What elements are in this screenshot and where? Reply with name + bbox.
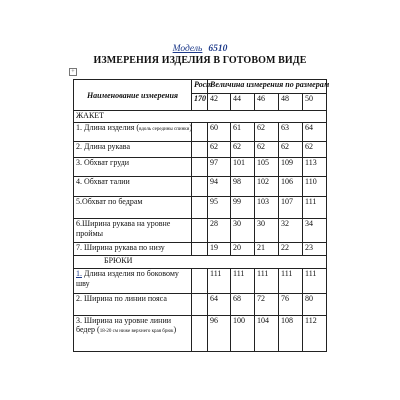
rost-value-cell bbox=[192, 94, 208, 111]
value-cell: 80 bbox=[303, 294, 327, 316]
table-row bbox=[74, 142, 327, 158]
value-cell: 34 bbox=[303, 219, 327, 243]
section-title: БРЮКИ bbox=[74, 256, 327, 269]
row-name bbox=[74, 123, 192, 142]
value-cell: 111 bbox=[208, 269, 231, 294]
section-title: ЖАКЕТ bbox=[74, 111, 327, 123]
row-name-prefix: 1. bbox=[76, 269, 82, 278]
value-cell: 30 bbox=[255, 219, 279, 243]
rost-value: 170 bbox=[194, 94, 206, 103]
rost-empty-cell bbox=[192, 158, 208, 177]
value-cell: 111 bbox=[303, 269, 327, 294]
table-row bbox=[74, 197, 327, 219]
section-row-jacket bbox=[74, 111, 327, 123]
table-row bbox=[74, 243, 327, 256]
value-cell: 94 bbox=[208, 177, 231, 197]
table-row bbox=[74, 219, 327, 243]
measurements-table bbox=[73, 79, 330, 352]
value-cell: 107 bbox=[279, 197, 303, 219]
value-cell: 95 bbox=[208, 197, 231, 219]
value-cell: 32 bbox=[279, 219, 303, 243]
row-name: 2. Длина рукава bbox=[74, 142, 192, 158]
model-line bbox=[0, 44, 400, 54]
header-name-label: Наименование измерения bbox=[86, 90, 179, 100]
rost-empty-cell bbox=[192, 219, 208, 243]
table-row bbox=[74, 158, 327, 177]
value-cell: 97 bbox=[208, 158, 231, 177]
row-name-tail: ) bbox=[173, 325, 177, 334]
row-name: 5.Обхват по бедрам bbox=[74, 197, 192, 219]
value-cell: 103 bbox=[255, 197, 279, 219]
rost-empty-cell bbox=[192, 243, 208, 256]
value-cell: 111 bbox=[279, 269, 303, 294]
value-cell: 64 bbox=[208, 294, 231, 316]
row-name-text: Длина изделия по боковому шву bbox=[76, 269, 179, 288]
value-cell: 111 bbox=[231, 269, 255, 294]
value-cell: 64 bbox=[303, 123, 327, 142]
value-cell: 105 bbox=[255, 158, 279, 177]
rost-empty-cell bbox=[192, 123, 208, 142]
rost-empty-cell bbox=[192, 177, 208, 197]
value-cell: 111 bbox=[255, 269, 279, 294]
row-name-text: 1. Длина изделия ( bbox=[76, 123, 140, 132]
value-cell: 96 bbox=[208, 316, 231, 352]
header-name-cell bbox=[74, 80, 192, 111]
value-cell: 22 bbox=[279, 243, 303, 256]
size-cell: 44 bbox=[231, 94, 255, 111]
table-row bbox=[74, 316, 327, 352]
table-row bbox=[74, 269, 327, 294]
header-rost-label: Рост bbox=[194, 80, 213, 89]
value-cell: 68 bbox=[231, 294, 255, 316]
row-name: 7. Ширина рукава по низу bbox=[74, 243, 192, 256]
value-cell: 101 bbox=[231, 158, 255, 177]
row-name: 4. Обхват талии bbox=[74, 177, 192, 197]
value-cell: 23 bbox=[303, 243, 327, 256]
value-cell: 113 bbox=[303, 158, 327, 177]
value-cell: 109 bbox=[279, 158, 303, 177]
row-name: 2. Ширина по линии пояса bbox=[74, 294, 192, 316]
value-cell: 102 bbox=[255, 177, 279, 197]
size-cell: 46 bbox=[255, 94, 279, 111]
row-name bbox=[74, 316, 192, 352]
size-cell: 42 bbox=[208, 94, 231, 111]
row-name: 6.Ширина рукава на уровне проймы bbox=[74, 219, 192, 243]
row-name: 3. Обхват груди bbox=[74, 158, 192, 177]
model-label: Модель bbox=[172, 44, 203, 54]
value-cell: 62 bbox=[303, 142, 327, 158]
value-cell: 98 bbox=[231, 177, 255, 197]
value-cell: 100 bbox=[231, 316, 255, 352]
row-name-note: 18-20 см ниже верхнего края брюк bbox=[99, 329, 174, 334]
value-cell: 62 bbox=[255, 123, 279, 142]
row-name-text: 3. Ширина на уровне линии бедер ( bbox=[76, 316, 172, 334]
table-row bbox=[74, 294, 327, 316]
table-header-row bbox=[74, 80, 327, 94]
value-cell: 28 bbox=[208, 219, 231, 243]
table-row bbox=[74, 123, 327, 142]
value-cell: 30 bbox=[231, 219, 255, 243]
header-values-cell bbox=[208, 80, 330, 94]
row-name-note: вдоль середины спинки bbox=[139, 127, 190, 132]
page-title: ИЗМЕРЕНИЯ ИЗДЕЛИЯ В ГОТОВОМ ВИДЕ bbox=[93, 55, 307, 66]
value-cell: 108 bbox=[279, 316, 303, 352]
model-number: 6510 bbox=[208, 44, 228, 54]
value-cell: 62 bbox=[231, 142, 255, 158]
rost-empty-cell bbox=[192, 316, 208, 352]
value-cell: 62 bbox=[208, 142, 231, 158]
rost-empty-cell bbox=[192, 142, 208, 158]
rost-empty-cell bbox=[192, 197, 208, 219]
value-cell: 61 bbox=[231, 123, 255, 142]
value-cell: 21 bbox=[255, 243, 279, 256]
value-cell: 62 bbox=[255, 142, 279, 158]
value-cell: 110 bbox=[303, 177, 327, 197]
value-cell: 72 bbox=[255, 294, 279, 316]
value-cell: 111 bbox=[303, 197, 327, 219]
section-row-trousers bbox=[74, 256, 327, 269]
table-move-handle-icon[interactable]: + bbox=[69, 68, 77, 76]
value-cell: 76 bbox=[279, 294, 303, 316]
value-cell: 20 bbox=[231, 243, 255, 256]
value-cell: 60 bbox=[208, 123, 231, 142]
value-cell: 62 bbox=[279, 142, 303, 158]
table-row bbox=[74, 177, 327, 197]
value-cell: 63 bbox=[279, 123, 303, 142]
rost-empty-cell bbox=[192, 269, 208, 294]
value-cell: 19 bbox=[208, 243, 231, 256]
header-rost-cell bbox=[192, 80, 213, 94]
row-name-tail: ) bbox=[189, 123, 193, 132]
value-cell: 106 bbox=[279, 177, 303, 197]
row-name bbox=[74, 269, 192, 294]
value-cell: 99 bbox=[231, 197, 255, 219]
rost-empty-cell bbox=[192, 294, 208, 316]
header-values-label: Величина измерения по размерам bbox=[210, 80, 330, 89]
size-cell: 50 bbox=[303, 94, 327, 111]
value-cell: 104 bbox=[255, 316, 279, 352]
value-cell: 112 bbox=[303, 316, 327, 352]
size-cell: 48 bbox=[279, 94, 303, 111]
